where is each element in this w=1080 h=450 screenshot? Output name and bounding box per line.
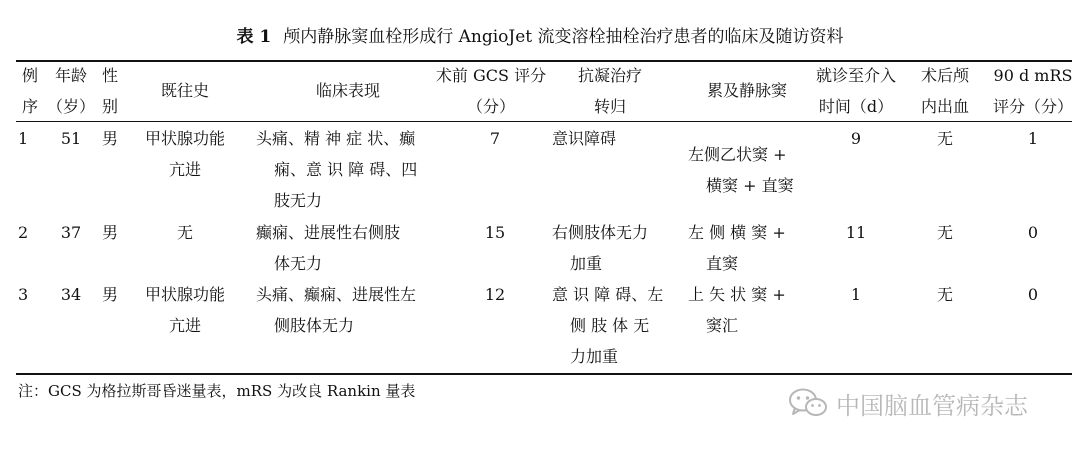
cell-history-line: 亢进 (168, 316, 201, 335)
cell-sinus-line: 上 矢 状 窦 + (688, 285, 786, 304)
cell-anticoag-line: 右侧肢体无力 (552, 223, 649, 242)
cell-anticoag-line: 力加重 (570, 347, 619, 366)
cell-sinus (688, 217, 814, 279)
cell-anticoag (552, 123, 672, 154)
watermark-text: 中国脑血管病杂志 (836, 391, 1028, 420)
cell-time: 11 (845, 223, 867, 242)
watermark (788, 386, 1028, 420)
cell-clinical-line: 侧肢体无力 (274, 316, 355, 335)
cell-sinus (688, 279, 814, 341)
cell-history-line: 甲状腺功能 (144, 285, 225, 304)
header-time: 就诊至介入 时间（d） (815, 66, 896, 116)
cell-time: 9 (850, 129, 862, 148)
cell-mrs: 1 (1027, 129, 1039, 148)
cell-id: 1 (18, 129, 29, 148)
cell-bleed: 无 (936, 223, 953, 242)
cell-clinical-line: 体无力 (274, 254, 323, 273)
cell-sinus-line: 左 侧 横 窦 + (688, 223, 786, 242)
cell-sinus-line: 窦汇 (706, 316, 739, 335)
cell-anticoag-line: 侧 肢 体 无 (570, 316, 650, 335)
header-sex: 性 别 (101, 66, 118, 116)
cell-gcs: 15 (484, 223, 506, 242)
cell-sex: 男 (101, 223, 118, 242)
cell-sinus (688, 139, 814, 201)
cell-age: 34 (60, 285, 82, 304)
cell-anticoag-line: 意识障碍 (552, 129, 617, 148)
cell-id: 2 (18, 223, 29, 242)
cell-sinus-line: 左侧乙状窦 + (688, 145, 787, 164)
header-age: 年龄 （岁） (46, 66, 95, 116)
cell-clinical (256, 123, 446, 216)
cell-sex: 男 (101, 285, 118, 304)
cell-gcs: 12 (484, 285, 506, 304)
header-anticoag: 抗凝治疗 转归 (577, 66, 642, 116)
cell-sinus-line: 直窦 (706, 254, 739, 273)
header-clinical: 临床表现 (315, 81, 380, 100)
cell-bleed: 无 (936, 285, 953, 304)
table-bottom-rule (16, 373, 1072, 375)
cell-anticoag (552, 279, 672, 372)
cell-history-line: 无 (176, 223, 193, 242)
cell-bleed: 无 (936, 129, 953, 148)
cell-mrs: 0 (1027, 223, 1039, 242)
cell-anticoag-line: 意 识 障 碍、左 (552, 285, 664, 304)
cell-id: 3 (18, 285, 29, 304)
cell-clinical-line: 癫痫、进展性右侧肢 (256, 223, 401, 242)
cell-mrs: 0 (1027, 285, 1039, 304)
table-caption (0, 26, 1080, 48)
header-sinus: 累及静脉窦 (706, 81, 787, 100)
table-note: 注：GCS 为格拉斯哥昏迷量表，mRS 为改良 Rankin 量表 (18, 382, 416, 400)
wechat-icon (788, 387, 828, 419)
cell-age: 51 (60, 129, 82, 148)
header-gcs: 术前 GCS 评分 （分） (435, 66, 547, 116)
header-id: 例 序 (21, 66, 38, 116)
cell-gcs: 7 (489, 129, 501, 148)
cell-sex: 男 (101, 129, 118, 148)
cell-clinical-line: 头痛、精 神 症 状、癫 (256, 129, 416, 148)
table-title: 颅内静脉窦血栓形成行 AngioJet 流变溶栓抽栓治疗患者的临床及随访资料 (283, 27, 844, 47)
cell-clinical (256, 217, 446, 279)
cell-anticoag (552, 217, 672, 279)
cell-clinical-line: 痫、意 识 障 碍、四 (274, 160, 418, 179)
cell-anticoag-line: 加重 (570, 254, 603, 273)
cell-history (130, 217, 240, 248)
header-bleed: 术后颅 内出血 (920, 66, 969, 116)
cell-history (130, 123, 240, 185)
cell-history-line: 甲状腺功能 (144, 129, 225, 148)
table-number: 表 1 (236, 27, 272, 47)
cell-age: 37 (60, 223, 82, 242)
cell-clinical (256, 279, 446, 341)
cell-clinical-line: 肢无力 (274, 191, 323, 210)
cell-time: 1 (850, 285, 862, 304)
header-history: 既往史 (160, 81, 209, 100)
cell-sinus-line: 横窦 + 直窦 (706, 176, 794, 195)
cell-history-line: 亢进 (168, 160, 201, 179)
cell-history (130, 279, 240, 341)
header-mrs: 90 d mRS 评分（分） (992, 66, 1073, 116)
cell-clinical-line: 头痛、癫痫、进展性左 (256, 285, 417, 304)
